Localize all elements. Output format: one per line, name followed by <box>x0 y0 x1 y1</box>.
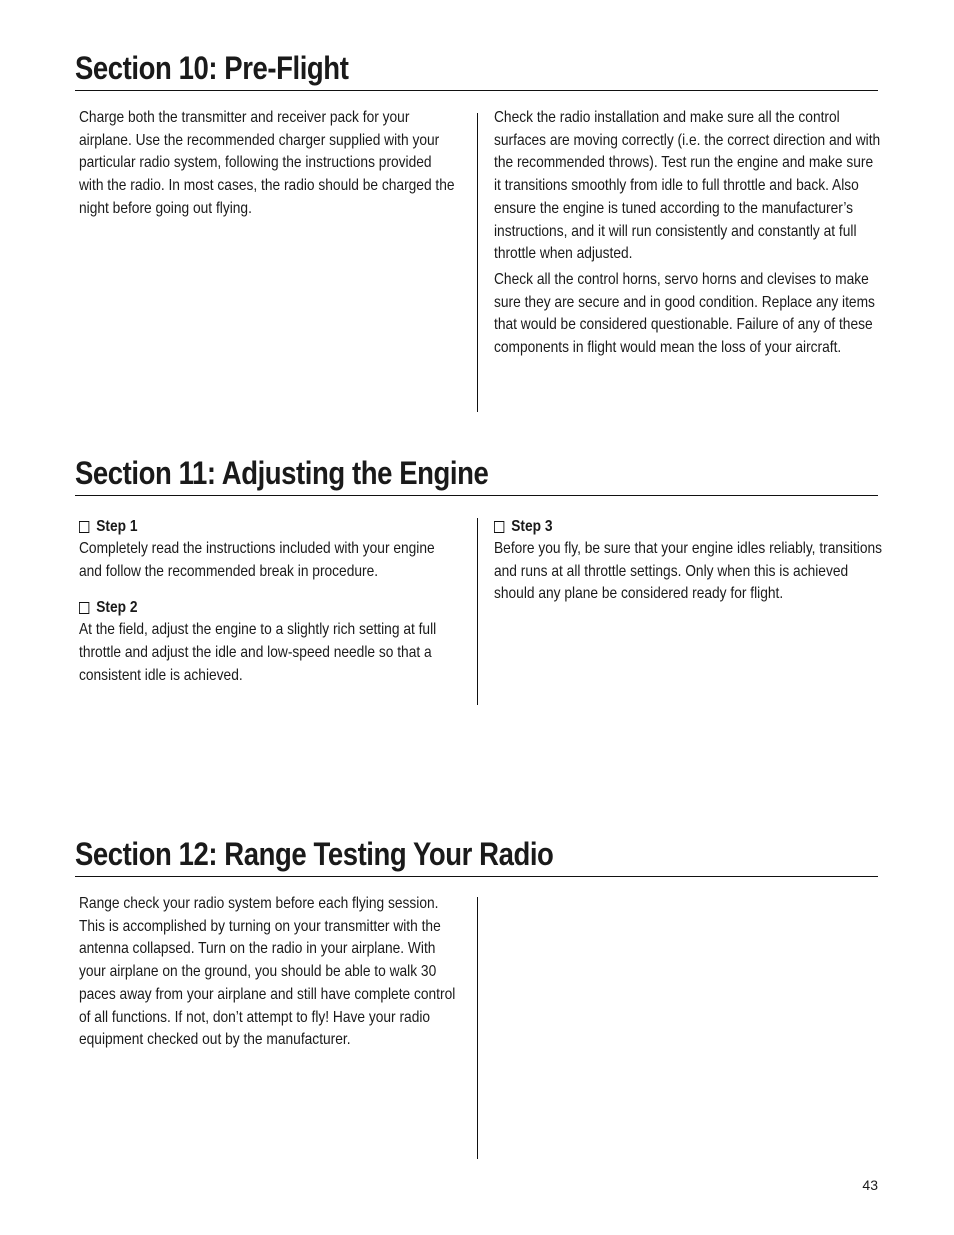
step-2-text: At the field, adjust the engine to a slightly rich setting at full throttle and adjust the idle and low-speed needle so that a consistent idle is achieved. <box>79 621 437 684</box>
section-10-left-column <box>79 107 455 224</box>
step-3-label: Step 3 <box>511 518 553 535</box>
step-2-label: Step 2 <box>96 599 138 617</box>
step-3-checkbox[interactable] <box>494 521 504 533</box>
step-2-checkbox[interactable] <box>79 602 89 614</box>
section-12-rule <box>75 876 878 877</box>
step-3-text: Before you fly, be sure that your engine idles reliably, transitions and runs at all throttle settings. Only when this is achieved should any plane be considered ready for flight. <box>494 540 883 603</box>
section-12-left-column <box>79 893 456 1055</box>
section-10-left-paragraph: Charge both the transmitter and receiver pack for your airplane. Use the recommended charger supplied with your particular radio system, following the instructions provided with the radio. In most cases, the radio should be charged the night before going out flying. <box>79 109 455 217</box>
section-11-column-divider <box>477 518 478 705</box>
section-10-right-column <box>494 107 881 363</box>
section-10-column-divider <box>477 113 478 412</box>
step-1-label: Step 1 <box>96 518 138 535</box>
step-3-heading <box>494 516 883 538</box>
section-12-left-paragraph: Range check your radio system before each flying session. This is accomplished by turning on your transmitter with the antenna collapsed. Turn on the radio in your airplane. With your airplane on the ground, you should be able to walk 30 paces away from your airplane and still have complete control of all functions. If not, don’t attempt to fly! Have your radio equipment checked out by the manufacturer. <box>79 895 456 1049</box>
section-10-title: Section 10: Pre-Flight <box>75 50 349 86</box>
section-11-right-column <box>494 516 883 609</box>
section-11-left-column <box>79 516 451 691</box>
section-10-right-paragraph-2: Check all the control horns, servo horns and clevises to make sure they are secure and in good condition. Replace any items that would be considered questionable. Failure of any of these components in flight would mean the loss of your aircraft. <box>494 270 875 357</box>
section-12-column-divider <box>477 897 478 1159</box>
step-1-checkbox[interactable] <box>79 521 89 533</box>
page-number: 43 <box>862 1177 878 1193</box>
section-12-title: Section 12: Range Testing Your Radio <box>75 836 554 872</box>
section-10-right-paragraph-1: Check the radio installation and make sure all the control surfaces are moving correctly (i.e. the correct direction and with the recommended throws). Test run the engine and make sure it transitions smoothly from idle to full throttle and back. Also ensure the engine is tuned according to the manufacturer’s instructions, and it will run consistently and constantly at full throttle when adjusted. <box>494 109 881 263</box>
step-1-text: Completely read the instructions included with your engine and follow the recommended break in procedure. <box>79 540 435 580</box>
step-1-heading <box>79 516 457 538</box>
section-10-rule <box>75 90 878 91</box>
step-2-heading <box>79 597 457 619</box>
section-11-title: Section 11: Adjusting the Engine <box>75 455 489 491</box>
section-11-rule <box>75 495 878 496</box>
